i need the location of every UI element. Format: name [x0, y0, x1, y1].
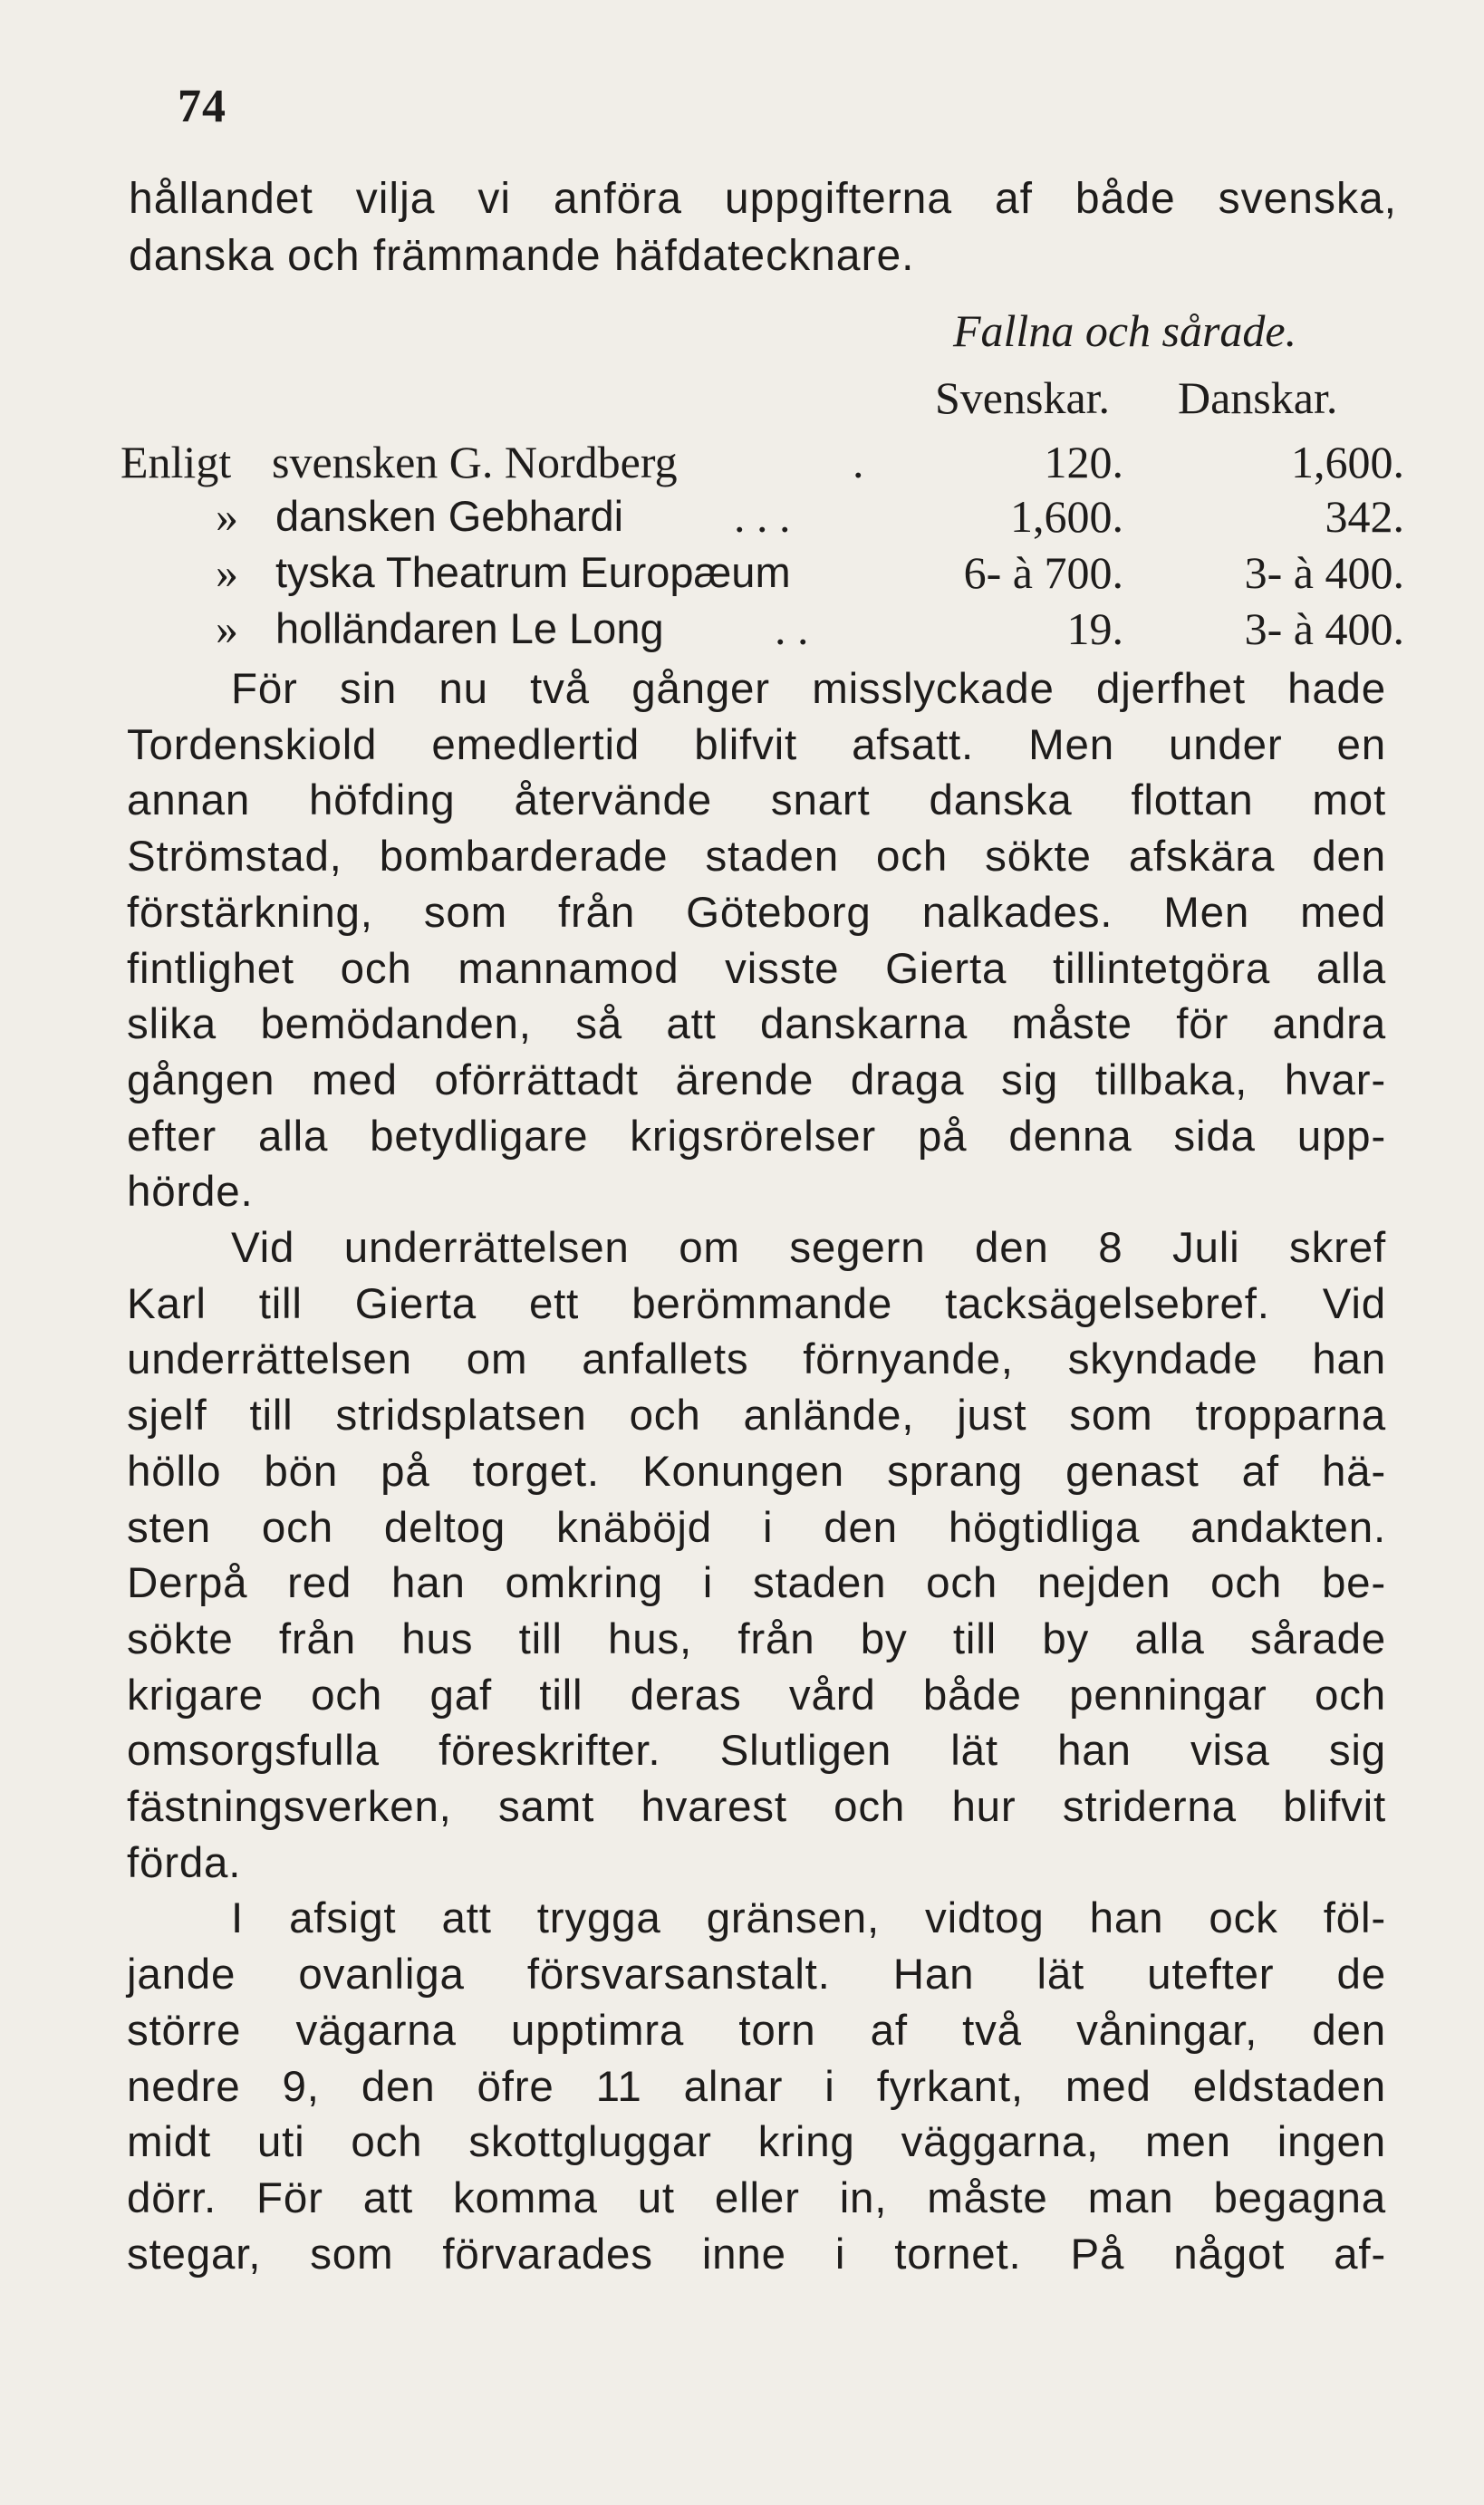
row-dots: . . . [734, 491, 791, 542]
paragraph-line: annan höfding återvände snart danska flottan mot [127, 776, 1386, 825]
paragraph-line: förstärkning, som från Göteborg nalkades. Men med [127, 888, 1386, 937]
row-danskar: 3- à 400. [1244, 603, 1404, 654]
paragraph-line: midt uti och skottgluggar kring väggarna, men ingen [127, 2118, 1386, 2167]
row-svenskar: 6- à 700. [963, 547, 1123, 598]
row-source: svensken G. Nordberg [272, 437, 678, 487]
paragraph-line: I afsigt att trygga gränsen, vidtog han ock föl- [231, 1894, 1386, 1943]
row-dots: . . [775, 603, 809, 654]
paragraph-line: För sin nu två gånger misslyckade djerfhet hade [231, 665, 1386, 713]
row-prefix: » [216, 603, 238, 654]
row-source: holländaren Le Long [275, 604, 664, 652]
row-source: tyska Theatrum Europæum [275, 548, 791, 596]
paragraph-line: sjelf till stridsplatsen och anlände, just som tropparna [127, 1392, 1386, 1440]
paragraph-line: fästningsverken, samt hvarest och hur striderna blifvit [127, 1783, 1386, 1832]
row-svenskar: 19. [1066, 603, 1123, 654]
paragraph-line: fintlighet och mannamod visste Gierta tillintetgöra alla [127, 944, 1386, 993]
row-svenskar: 1,600. [1010, 491, 1123, 542]
paragraph-line: sökte från hus till hus, från by till by alla sårade [127, 1614, 1386, 1663]
paragraph-line: slika bemödanden, så att danskarna måste för andra [127, 1000, 1386, 1049]
paragraph-line: Vid underrättelsen om segern den 8 Juli skref [231, 1224, 1386, 1273]
page-number: 74 [178, 81, 226, 132]
paragraph-line: Derpå red han omkring i staden och nejden och be- [127, 1559, 1386, 1608]
header-danskar: Danskar. [1178, 372, 1338, 423]
row-danskar: 3- à 400. [1244, 547, 1404, 598]
paragraph-line: dörr. För att komma ut eller in, måste man begagna [127, 2173, 1386, 2222]
paragraph-line: större vägarna upptimra torn af två våningar, den [127, 2006, 1386, 2055]
paragraph-line: underrättelsen om anfallets förnyande, skyndade han [127, 1335, 1386, 1384]
paragraph-line: Tordenskiold emedlertid blifvit afsatt. Men under en [127, 720, 1386, 769]
paragraph-line: stegar, som förvarades inne i tornet. På något af- [127, 2230, 1386, 2279]
row-prefix: » [216, 491, 238, 542]
intro-line: hållandet vilja vi anföra uppgifterna af både svenska, [129, 175, 1397, 223]
paragraph-line: hörde. [127, 1168, 254, 1217]
casualty-table-title: Fallna och sårade. [953, 305, 1297, 356]
row-danskar: 1,600. [1291, 437, 1404, 487]
paragraph-line: höllo bön på torget. Konungen sprang genast af hä- [127, 1447, 1386, 1496]
paragraph-line: sten och deltog knäböjd i den högtidliga andakten. [127, 1503, 1386, 1552]
paragraph-line: omsorgsfulla föreskrifter. Slutligen lät han visa sig [127, 1727, 1386, 1776]
row-source: dansken Gebhardi [275, 492, 624, 540]
body-text [127, 661, 1386, 2282]
intro-line: danska och främmande häfdatecknare. [129, 232, 915, 280]
casualty-table [0, 0, 1484, 652]
paragraph-line: krigare och gaf till deras vård både penningar och [127, 1671, 1386, 1720]
paragraph-line: Karl till Gierta ett berömmande tacksägelsebref. Vid [127, 1279, 1386, 1328]
paragraph-line: förda. [127, 1838, 242, 1887]
paragraph-line: jande ovanliga försvarsanstalt. Han lät utefter de [127, 1951, 1386, 1999]
row-prefix: Enligt [120, 437, 232, 487]
paragraph-line: Strömstad, bombarderade staden och sökte afskära den [127, 833, 1386, 882]
header-svenskar: Svenskar. [935, 372, 1111, 423]
paragraph-line: nedre 9, den öfre 11 alnar i fyrkant, med eldstaden [127, 2062, 1386, 2111]
row-dots: . [853, 437, 864, 487]
paragraph-line: efter alla betydligare krigsrörelser på denna sida upp- [127, 1112, 1386, 1161]
row-svenskar: 120. [1044, 437, 1123, 487]
row-prefix: » [216, 547, 238, 598]
row-danskar: 342. [1325, 491, 1404, 542]
paragraph-line: gången med oförrättadt ärende draga sig tillbaka, hvar- [127, 1055, 1386, 1104]
